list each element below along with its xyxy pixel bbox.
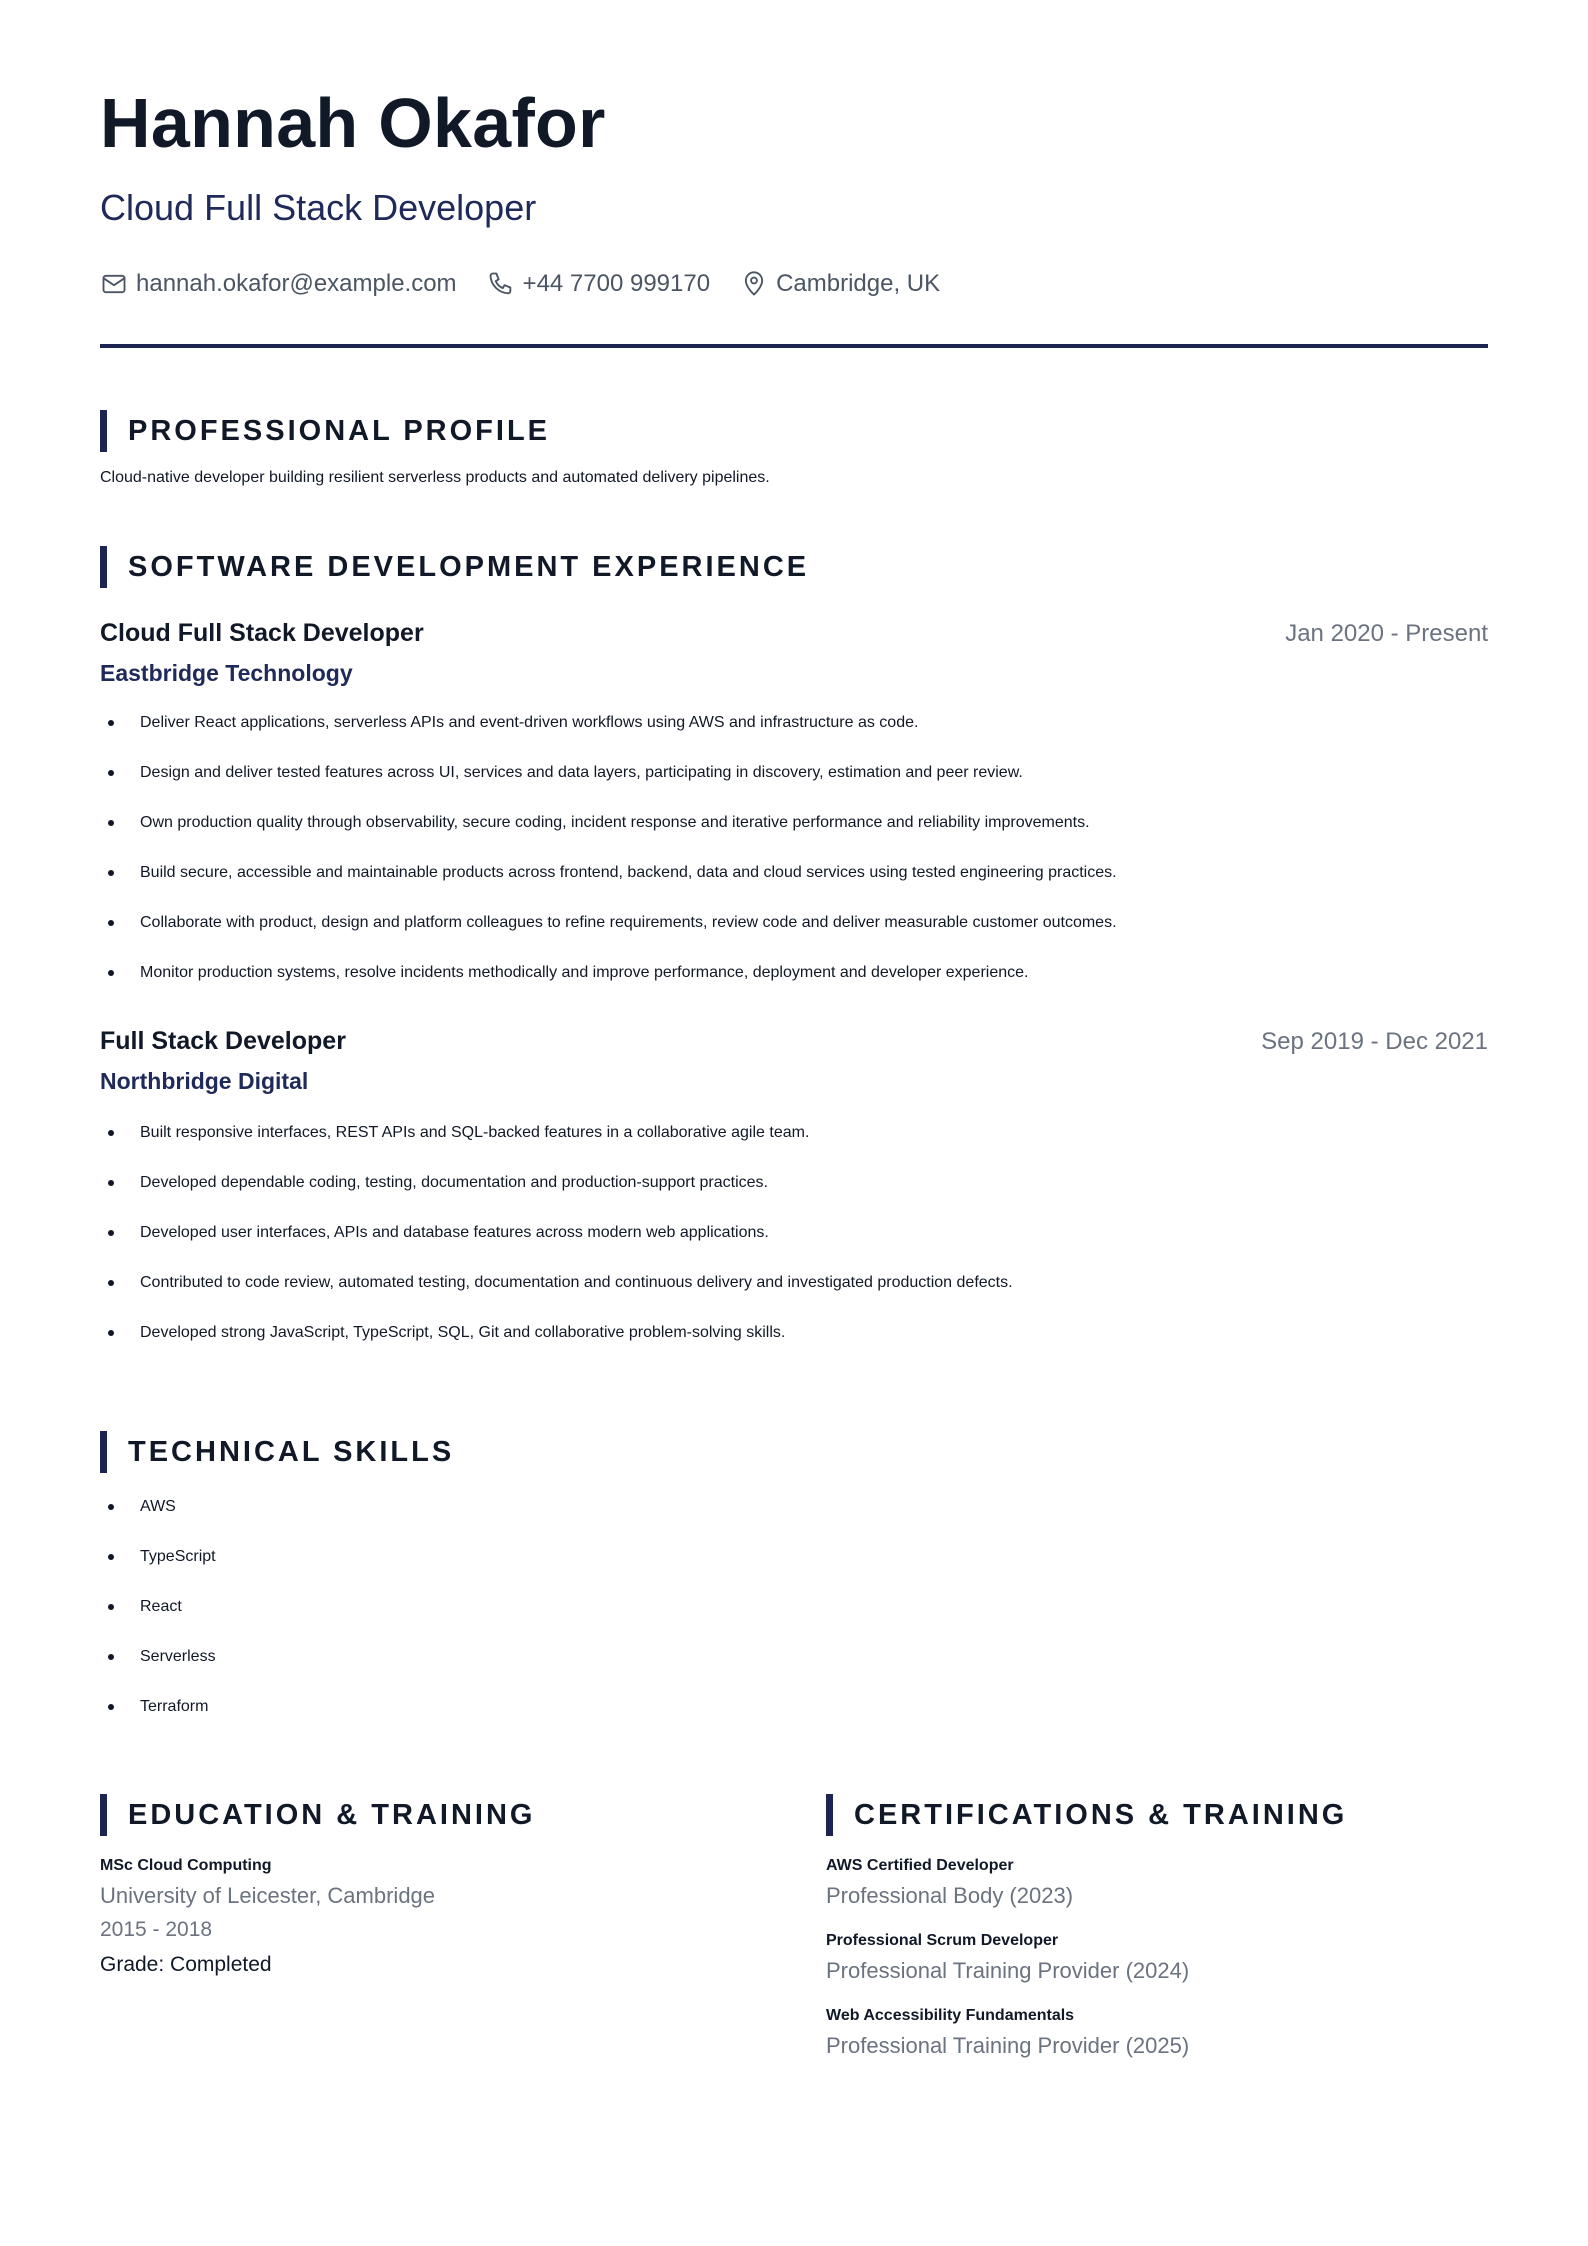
job-company: Eastbridge Technology [100,660,353,686]
contact-bar [100,270,970,298]
header-divider [100,344,1488,348]
list-item: Own production quality through observability, secure coding, incident response and iterative performance and reliability improvements. [100,813,1488,863]
section-title: PROFESSIONAL PROFILE [128,414,551,447]
candidate-role: Cloud Full Stack Developer [100,187,537,228]
education-grade: Grade: Completed [100,1953,272,1976]
list-item: Developed dependable coding, testing, documentation and production-support practices. [100,1173,1488,1223]
education-degree: MSc Cloud Computing [100,1857,272,1874]
education-section-heading [100,1795,535,1835]
section-accent-bar [100,410,107,452]
job-bullets [100,713,1488,1013]
section-accent-bar [100,1431,107,1473]
certification-name: AWS Certified Developer [826,1857,1014,1874]
job-company: Northbridge Digital [100,1068,309,1094]
list-item: Design and deliver tested features across UI, services and data layers, participating in discovery, estimation and peer review. [100,763,1488,813]
job-dates: Jan 2020 - Present [1285,620,1488,647]
contact-phone[interactable] [487,270,711,298]
certification-name: Web Accessibility Fundamentals [826,2007,1075,2024]
section-title: EDUCATION & TRAINING [128,1798,536,1831]
contact-location [740,270,940,298]
list-item: Developed user interfaces, APIs and database features across modern web applications. [100,1223,1488,1273]
location-pin-icon [740,270,768,298]
list-item: Collaborate with product, design and platform colleagues to refine requirements, review code and deliver measurable customer outcomes. [100,913,1488,963]
education-years: 2015 - 2018 [100,1918,213,1941]
section-title: SOFTWARE DEVELOPMENT EXPERIENCE [128,550,810,583]
list-item: Monitor production systems, resolve incidents methodically and improve performance, deployment and developer experience. [100,963,1488,1013]
certification-issuer: Professional Training Provider (2025) [826,2033,1190,2058]
location-text: Cambridge, UK [776,270,941,297]
certification-issuer: Professional Training Provider (2024) [826,1958,1190,1983]
job-title: Cloud Full Stack Developer [100,619,424,647]
certifications-section-heading [826,1795,1347,1835]
skills-section-heading [100,1432,454,1472]
phone-text[interactable]: +44 7700 999170 [522,270,711,297]
email-text[interactable]: hannah.okafor@example.com [136,270,457,297]
certification-name: Professional Scrum Developer [826,1932,1059,1949]
section-accent-bar [826,1794,833,1836]
job-dates: Sep 2019 - Dec 2021 [1261,1028,1488,1055]
list-item: Build secure, accessible and maintainable products across frontend, backend, data and cloud services using tested engineering practices. [100,863,1488,913]
list-item: Contributed to code review, automated testing, documentation and continuous delivery and investigated production defects. [100,1273,1488,1323]
skill-item: Serverless [100,1647,1488,1697]
mail-icon [100,270,128,298]
skill-item: AWS [100,1497,1488,1547]
section-accent-bar [100,546,107,588]
skills-list [100,1497,1488,1747]
list-item: Built responsive interfaces, REST APIs and SQL-backed features in a collaborative agile team. [100,1123,1488,1173]
certification-issuer: Professional Body (2023) [826,1883,1074,1908]
list-item: Deliver React applications, serverless APIs and event-driven workflows using AWS and infrastructure as code. [100,713,1488,763]
skill-item: React [100,1597,1488,1647]
list-item: Developed strong JavaScript, TypeScript, SQL, Git and collaborative problem-solving skills. [100,1323,1488,1373]
profile-summary: Cloud-native developer building resilient serverless products and automated delivery pipelines. [100,469,770,486]
job-bullets [100,1123,1488,1373]
candidate-name: Hannah Okafor [100,84,606,162]
job-title: Full Stack Developer [100,1027,346,1055]
section-title: TECHNICAL SKILLS [128,1435,455,1468]
section-accent-bar [100,1794,107,1836]
skill-item: Terraform [100,1697,1488,1747]
education-school: University of Leicester, Cambridge [100,1883,436,1908]
profile-section-heading [100,411,550,451]
experience-section-heading [100,547,809,587]
phone-icon [487,270,515,298]
section-title: CERTIFICATIONS & TRAINING [854,1798,1348,1831]
skill-item: TypeScript [100,1547,1488,1597]
contact-email[interactable] [100,270,457,298]
